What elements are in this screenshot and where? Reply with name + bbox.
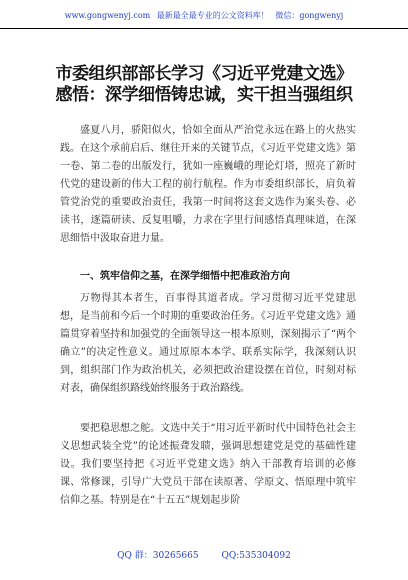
header-site-link[interactable]: www.gongwenyj.com (64, 11, 151, 20)
header-text (0, 10, 408, 21)
paragraph-section-1: 万物得其本者生，百事得其道者成。学习贯彻习近平党建思想，是当前和今后一个时期的重要政治任务。《习近平党建文选》通篇贯穿着坚持和加强党的全面领导这一根本原则，深刻揭示了“两个确立”的决定性意义。通过原原本本学、联系实际学，我深刻认识到，组织部门作为政治机关，必须把政治建设摆在首位，时刻对标对表，确保组织路线始终服务于政治路线。 (60, 293, 356, 394)
footer-qq-group: QQ 群：30265665 (117, 551, 199, 561)
page-footer (0, 548, 408, 561)
section-heading-1: 一、筑牢信仰之基，在深学细悟中把准政治方向 (80, 271, 290, 282)
title-line-1: 市委组织部部长学习《习近平党建文选》 (55, 64, 353, 84)
header-wechat: 微信：gongwenyj (275, 11, 344, 20)
header-slogan: 最新最全最专业的公文资料库！ (156, 11, 269, 20)
document-title (0, 64, 408, 106)
page-header (0, 0, 408, 29)
footer-qq: QQ:535304092 (221, 551, 291, 561)
paragraph-section-1-continued: 要把稳思想之舵。文选中关于“用习近平新时代中国特色社会主义思想武装全党”的论述振聋发聩，强调思想建党是党的基础性建设。我们要坚持把《习近平党建文选》纳入干部教育培训的必修课、常修课，引导广大党员干部在读原著、学原文、悟原理中筑牢信仰之基。特别是在“十五五”规划起步阶 (60, 423, 356, 506)
title-line-2: 感悟：深学细悟铸忠诚，实干担当强组织 (55, 85, 353, 105)
paragraph-intro: 盛夏八月，骄阳似火，恰如全面从严治党永远在路上的火热实践。在这个承前启后、继往开来的关键节点，《习近平党建文选》第一卷、第二卷的出版发行，犹如一座巍峨的理论灯塔，照亮了新时代党的建设新的伟大工程的前行航程。作为市委组织部长，肩负着管党治党的重要政治责任，我第一时间将这套文选作为案头卷、必读书，逐篇研读、反复咀嚼，力求在字里行间感悟真理味道，在深思细悟中汲取奋进力量。 (60, 125, 356, 244)
